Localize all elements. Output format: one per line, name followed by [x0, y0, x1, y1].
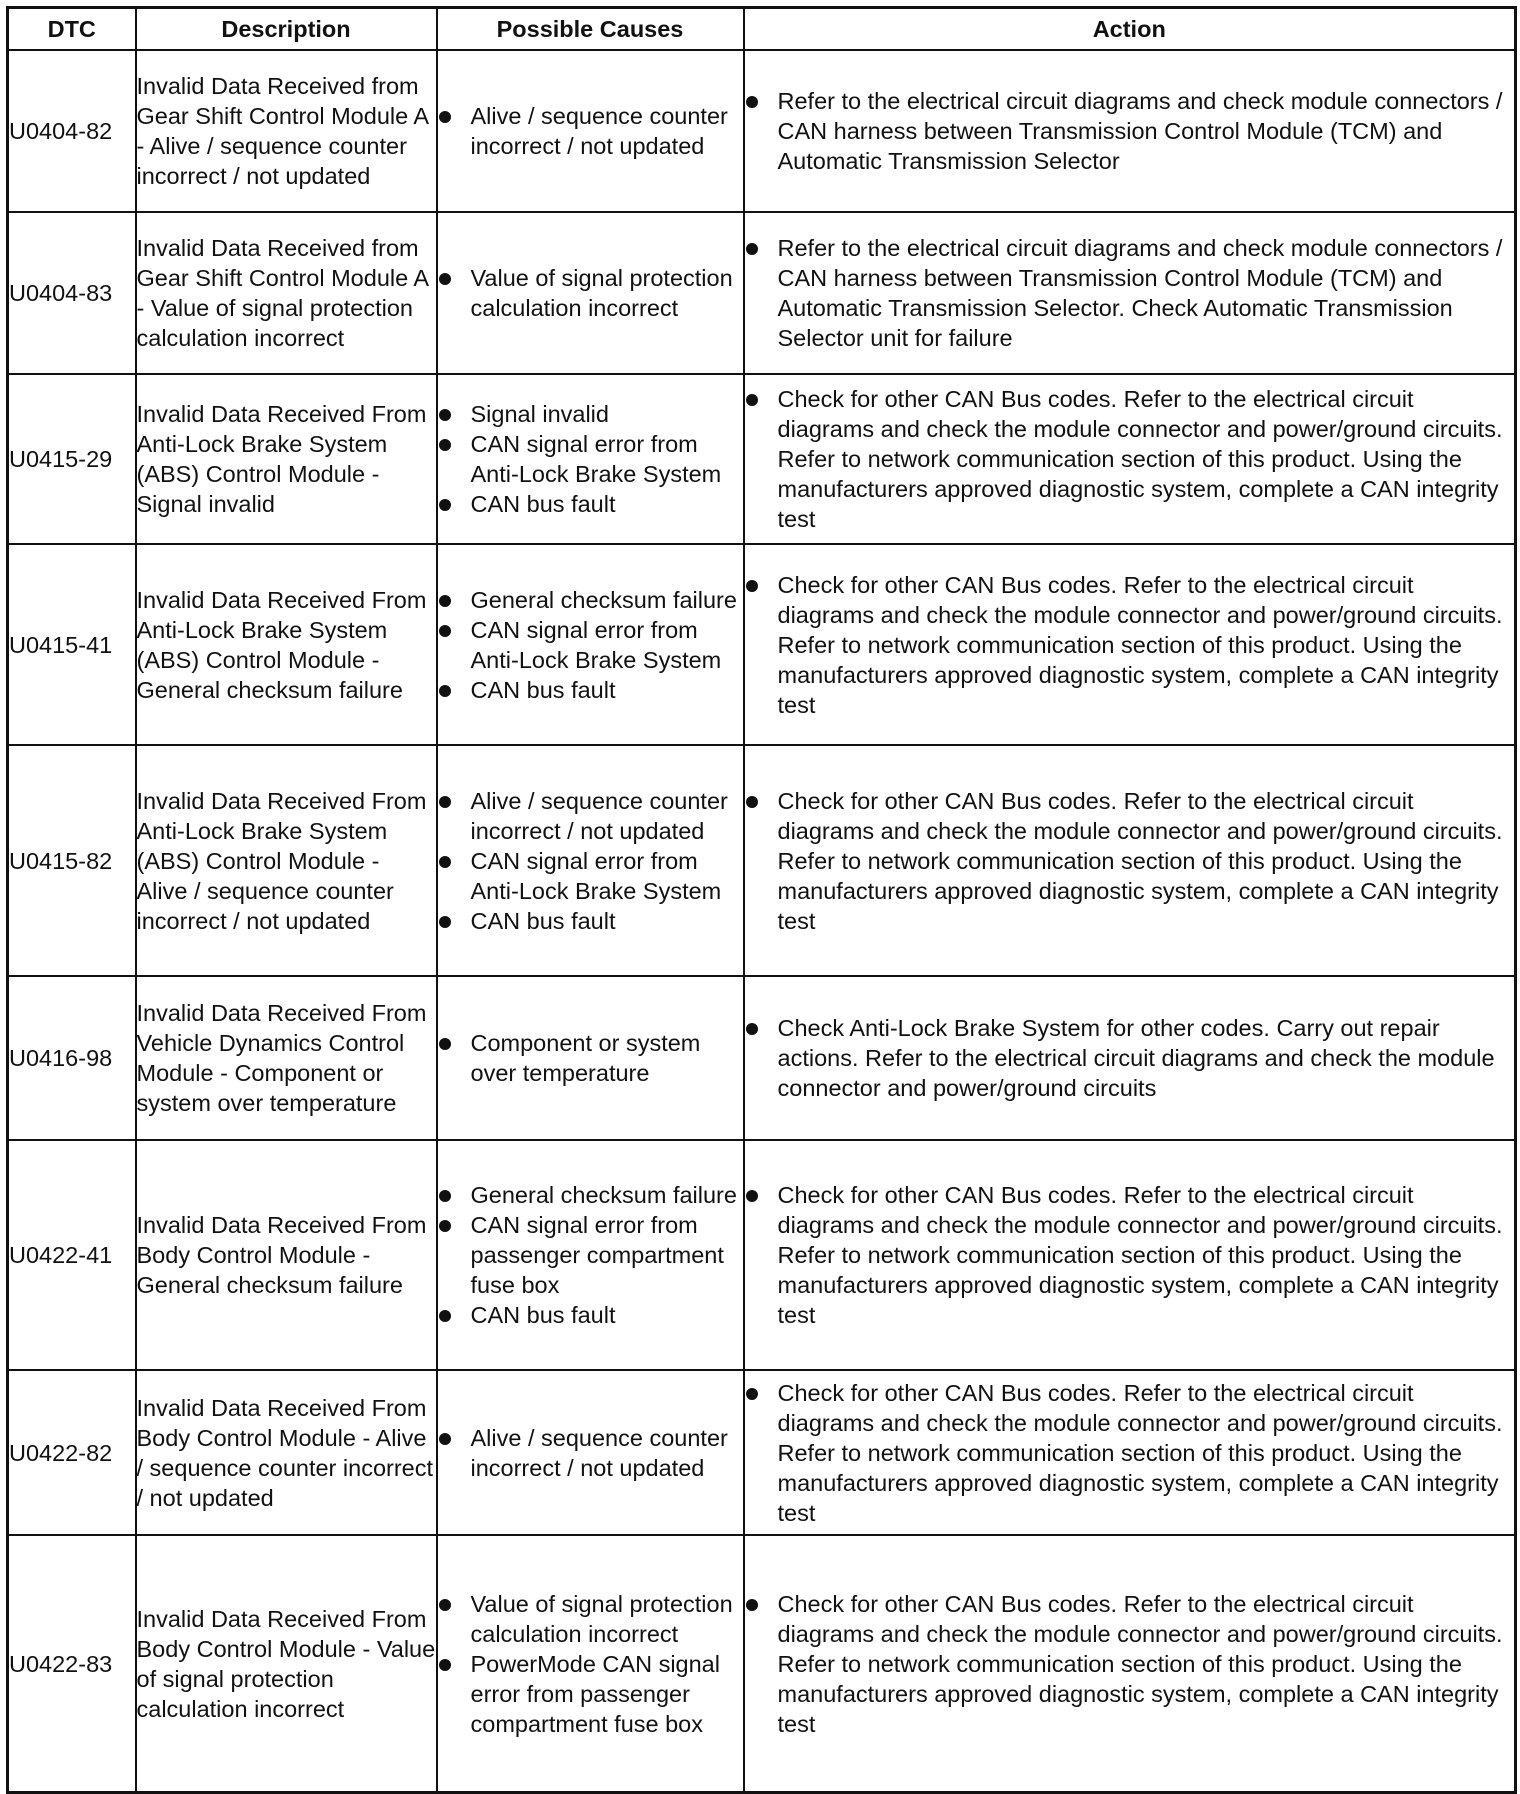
action-item: Check Anti-Lock Brake System for other codes. Carry out repair actions. Refer to the electrical circuit diagrams and check the module connector and power/ground circuits	[745, 1013, 1515, 1103]
dtc-code: U0422-82	[8, 1370, 136, 1535]
cause-item: CAN signal error from Anti-Lock Brake System	[438, 846, 743, 906]
cause-item: PowerMode CAN signal error from passenger compartment fuse box	[438, 1649, 743, 1739]
action	[744, 212, 1516, 374]
header-dtc: DTC	[8, 8, 136, 51]
cause-item: General checksum failure	[438, 1180, 743, 1210]
header-description: Description	[136, 8, 437, 51]
dtc-description: Invalid Data Received From Body Control Module - Value of signal protection calculation incorrect	[136, 1535, 437, 1793]
action-item: Check for other CAN Bus codes. Refer to the electrical circuit diagrams and check the module connector and power/ground circuits. Refer to network communication section of this product. Using the manufacturers approved diagnostic system, complete a CAN integrity test	[745, 1378, 1515, 1528]
cause-item: CAN signal error from passenger compartment fuse box	[438, 1210, 743, 1300]
table-row	[8, 212, 1516, 374]
cause-item: CAN signal error from Anti-Lock Brake System	[438, 429, 743, 489]
possible-causes	[437, 374, 744, 544]
dtc-code: U0422-83	[8, 1535, 136, 1793]
action	[744, 1370, 1516, 1535]
action	[744, 976, 1516, 1140]
header-row	[8, 8, 1516, 51]
cause-item: CAN bus fault	[438, 489, 743, 519]
cause-item: CAN signal error from Anti-Lock Brake System	[438, 615, 743, 675]
dtc-code: U0415-29	[8, 374, 136, 544]
cause-item: CAN bus fault	[438, 675, 743, 705]
dtc-description: Invalid Data Received From Body Control Module - General checksum failure	[136, 1140, 437, 1370]
action-item: Check for other CAN Bus codes. Refer to the electrical circuit diagrams and check the module connector and power/ground circuits. Refer to network communication section of this product. Using the manufacturers approved diagnostic system, complete a CAN integrity test	[745, 384, 1515, 534]
dtc-description: Invalid Data Received from Gear Shift Control Module A - Value of signal protection calculation incorrect	[136, 212, 437, 374]
possible-causes	[437, 1535, 744, 1793]
table-row	[8, 544, 1516, 745]
dtc-code: U0422-41	[8, 1140, 136, 1370]
action	[744, 544, 1516, 745]
cause-item: Value of signal protection calculation incorrect	[438, 263, 743, 323]
possible-causes	[437, 745, 744, 976]
possible-causes	[437, 1140, 744, 1370]
dtc-description: Invalid Data Received From Anti-Lock Brake System (ABS) Control Module - Signal invalid	[136, 374, 437, 544]
action	[744, 50, 1516, 212]
dtc-description: Invalid Data Received from Gear Shift Control Module A - Alive / sequence counter incorrect / not updated	[136, 50, 437, 212]
action-item: Refer to the electrical circuit diagrams and check module connectors / CAN harness between Transmission Control Module (TCM) and Automatic Transmission Selector. Check Automatic Transmission Selector unit for failure	[745, 233, 1515, 353]
dtc-code: U0404-83	[8, 212, 136, 374]
table-row	[8, 976, 1516, 1140]
dtc-description: Invalid Data Received From Vehicle Dynamics Control Module - Component or system over temperature	[136, 976, 437, 1140]
action	[744, 745, 1516, 976]
possible-causes	[437, 1370, 744, 1535]
cause-item: Component or system over temperature	[438, 1028, 743, 1088]
cause-item: Value of signal protection calculation incorrect	[438, 1589, 743, 1649]
table-row	[8, 374, 1516, 544]
cause-item: Alive / sequence counter incorrect / not updated	[438, 1423, 743, 1483]
action-item: Check for other CAN Bus codes. Refer to the electrical circuit diagrams and check the module connector and power/ground circuits. Refer to network communication section of this product. Using the manufacturers approved diagnostic system, complete a CAN integrity test	[745, 570, 1515, 720]
table-row	[8, 50, 1516, 212]
table-row	[8, 745, 1516, 976]
action	[744, 1140, 1516, 1370]
header-possible-causes: Possible Causes	[437, 8, 744, 51]
dtc-code: U0416-98	[8, 976, 136, 1140]
cause-item: CAN bus fault	[438, 906, 743, 936]
table-row	[8, 1370, 1516, 1535]
action-item: Check for other CAN Bus codes. Refer to the electrical circuit diagrams and check the module connector and power/ground circuits. Refer to network communication section of this product. Using the manufacturers approved diagnostic system, complete a CAN integrity test	[745, 786, 1515, 936]
possible-causes	[437, 212, 744, 374]
cause-item: Alive / sequence counter incorrect / not updated	[438, 101, 743, 161]
header-action: Action	[744, 8, 1516, 51]
cause-item: CAN bus fault	[438, 1300, 743, 1330]
possible-causes	[437, 544, 744, 745]
dtc-code: U0415-41	[8, 544, 136, 745]
dtc-code: U0404-82	[8, 50, 136, 212]
table-row	[8, 1140, 1516, 1370]
dtc-code: U0415-82	[8, 745, 136, 976]
possible-causes	[437, 976, 744, 1140]
action	[744, 374, 1516, 544]
action-item: Refer to the electrical circuit diagrams and check module connectors / CAN harness between Transmission Control Module (TCM) and Automatic Transmission Selector	[745, 86, 1515, 176]
action	[744, 1535, 1516, 1793]
dtc-description: Invalid Data Received From Anti-Lock Brake System (ABS) Control Module - Alive / sequence counter incorrect / not updated	[136, 745, 437, 976]
action-item: Check for other CAN Bus codes. Refer to the electrical circuit diagrams and check the module connector and power/ground circuits. Refer to network communication section of this product. Using the manufacturers approved diagnostic system, complete a CAN integrity test	[745, 1180, 1515, 1330]
table-row	[8, 1535, 1516, 1793]
possible-causes	[437, 50, 744, 212]
cause-item: Alive / sequence counter incorrect / not updated	[438, 786, 743, 846]
dtc-description: Invalid Data Received From Body Control Module - Alive / sequence counter incorrect / not updated	[136, 1370, 437, 1535]
action-item: Check for other CAN Bus codes. Refer to the electrical circuit diagrams and check the module connector and power/ground circuits. Refer to network communication section of this product. Using the manufacturers approved diagnostic system, complete a CAN integrity test	[745, 1589, 1515, 1739]
cause-item: General checksum failure	[438, 585, 743, 615]
dtc-description: Invalid Data Received From Anti-Lock Brake System (ABS) Control Module - General checksum failure	[136, 544, 437, 745]
dtc-table	[6, 6, 1517, 1794]
cause-item: Signal invalid	[438, 399, 743, 429]
